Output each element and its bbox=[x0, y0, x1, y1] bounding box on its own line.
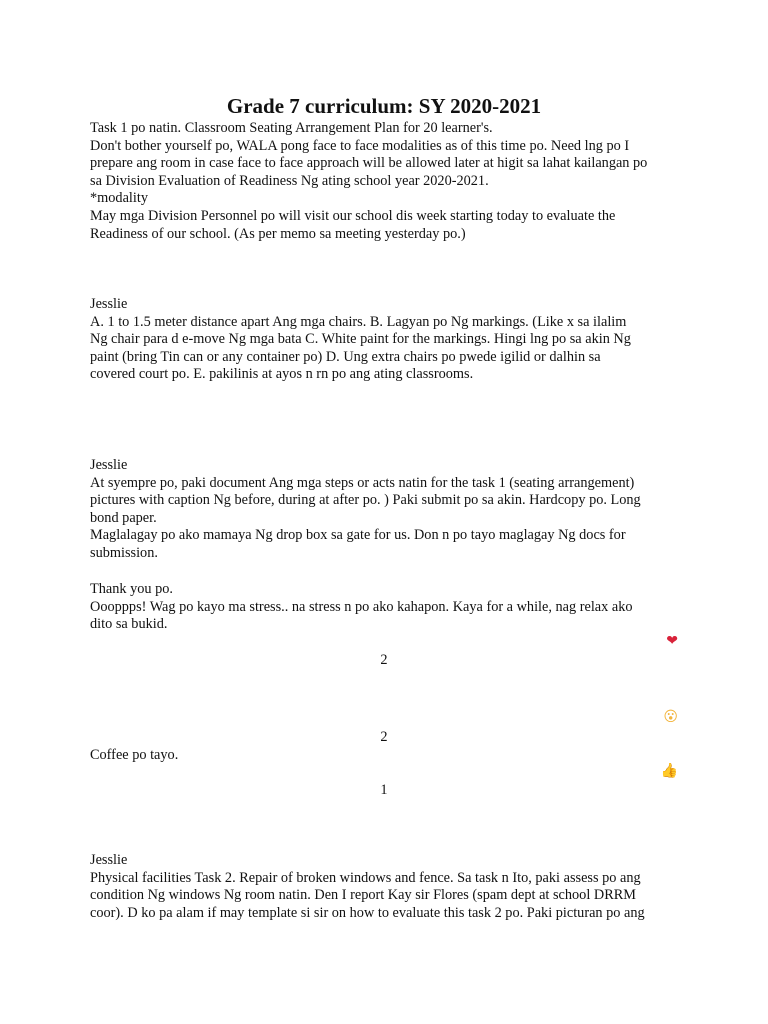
text-line: dito sa bukid. bbox=[90, 616, 168, 633]
text-line: pictures with caption Ng before, during at after po. ) Paki submit po sa akin. Hardcopy po. Long bbox=[90, 492, 641, 509]
text-line: Physical facilities Task 2. Repair of broken windows and fence. Sa task n Ito, paki assess po ang bbox=[90, 869, 641, 886]
text-line: Coffee po tayo. bbox=[90, 747, 179, 763]
text-line: submission. bbox=[90, 544, 158, 561]
text-line: A. 1 to 1.5 meter distance apart Ang mga chairs. B. Lagyan po Ng markings. (Like x sa ilalim bbox=[90, 313, 627, 330]
text-line: Task 1 po natin. Classroom Seating Arrangement Plan for 20 learner's. bbox=[90, 120, 493, 136]
text-line: At syempre po, paki document Ang mga steps or acts natin for the task 1 (seating arrangement) bbox=[90, 474, 635, 491]
page-title: Grade 7 curriculum: SY 2020-2021 bbox=[226, 94, 542, 118]
message-1 bbox=[90, 296, 690, 384]
message-2 bbox=[90, 457, 690, 563]
text-line: prepare ang room in case face to face approach will be allowed later at higit sa lahat kailangan po bbox=[90, 155, 648, 172]
text-line: covered court po. E. pakilinis at ayos n rn po ang ating classrooms. bbox=[90, 366, 474, 383]
text-line: May mga Division Personnel po will visit our school dis week starting today to evaluate the bbox=[90, 207, 616, 224]
closing-message bbox=[90, 581, 690, 634]
text-line: Maglalagay po ako mamaya Ng drop box sa gate for us. Don n po tayo maglagay Ng docs for bbox=[90, 527, 626, 544]
text-line: sa Division Evaluation of Readiness Ng ating school year 2020-2021. bbox=[90, 172, 489, 189]
thanks-text: Thank you po. bbox=[90, 581, 173, 597]
intro-paragraph bbox=[90, 120, 690, 243]
text-line: bond paper. bbox=[90, 509, 157, 526]
text-line: *modality bbox=[90, 190, 148, 207]
heart-icon: ❤ bbox=[666, 633, 678, 649]
reaction-count: 1 bbox=[380, 782, 388, 798]
coffee-message bbox=[90, 747, 690, 765]
text-line: Don't bother yourself po, WALA pong face to face modalities as of this time po. Need lng po I bbox=[90, 137, 630, 154]
text-line: coor). D ko pa alam if may template si sir on how to evaluate this task 2 po. Paki picturan po ang bbox=[90, 904, 645, 921]
message-author: Jesslie bbox=[90, 457, 128, 473]
text-line: Oooppps! Wag po kayo ma stress.. na stress n po ako kahapon. Kaya for a while, nag relax ako bbox=[90, 598, 633, 615]
thumbs-up-icon: 👍 bbox=[660, 763, 678, 779]
reaction-count: 2 bbox=[380, 652, 388, 668]
text-line: Readiness of our school. (As per memo sa meeting yesterday po.) bbox=[90, 225, 466, 242]
text-line: condition Ng windows Ng room natin. Den I report Kay sir Flores (spam dept at school DRRM bbox=[90, 887, 636, 904]
text-line: Ng chair para d e-move Ng mga bata C. White paint for the markings. Hingi lng po sa akin Ng bbox=[90, 331, 631, 348]
reaction-count: 2 bbox=[380, 729, 388, 745]
message-3 bbox=[90, 852, 690, 922]
message-author: Jesslie bbox=[90, 296, 128, 312]
message-author: Jesslie bbox=[90, 852, 128, 868]
text-line: paint (bring Tin can or any container po) D. Ung extra chairs po pwede igilid or dalhin sa bbox=[90, 348, 601, 365]
wow-icon: 😮 bbox=[663, 709, 678, 725]
